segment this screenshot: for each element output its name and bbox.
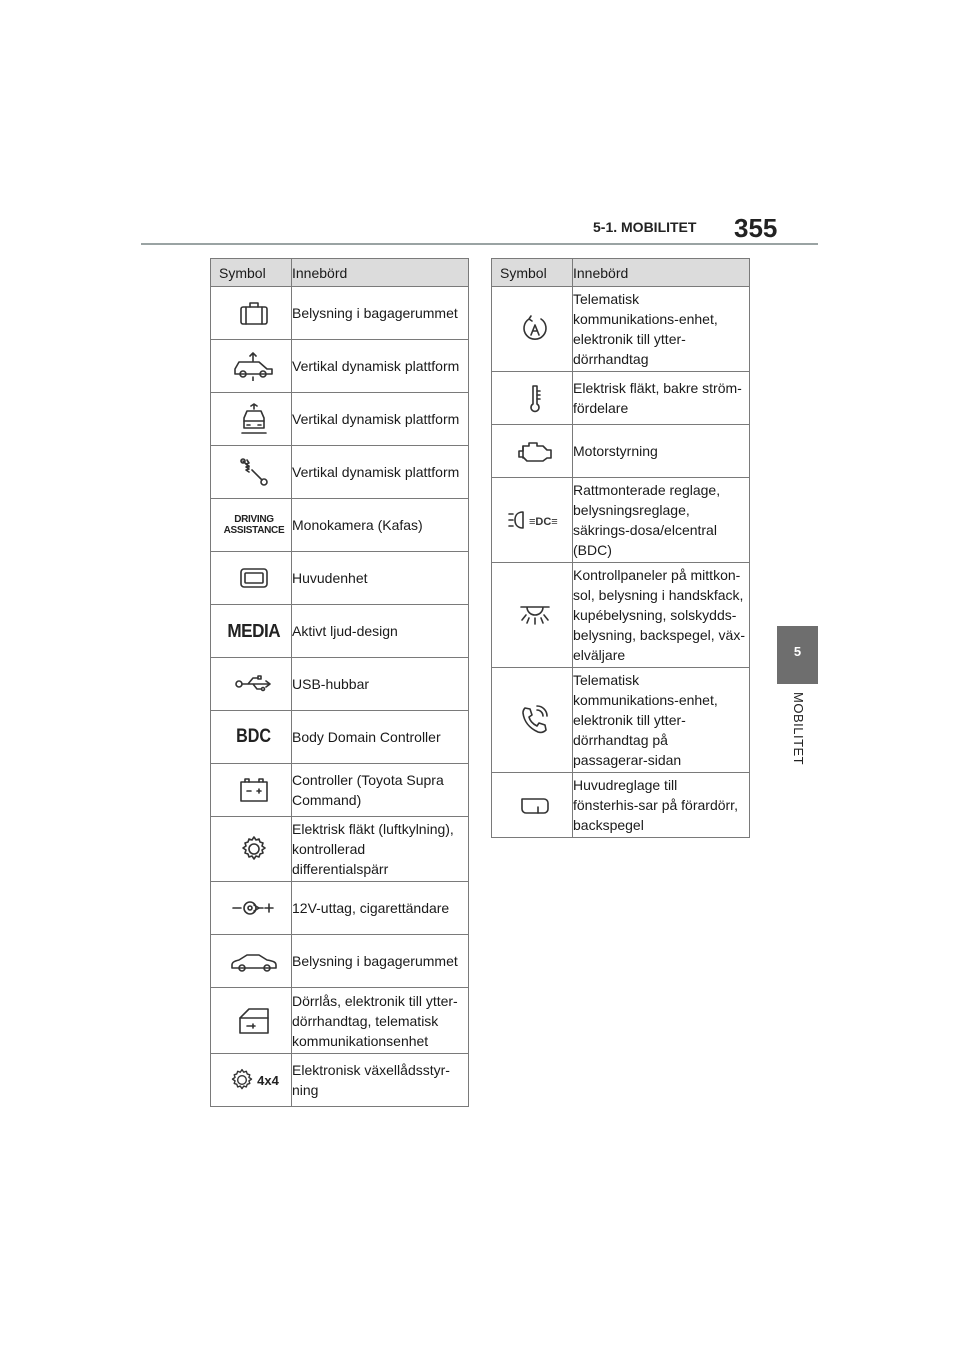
symbol-cell (211, 1054, 292, 1107)
symbol-cell (492, 478, 573, 563)
gear-4x4-label: 4x4 (257, 1072, 279, 1088)
shock-absorber-icon (238, 456, 270, 488)
meaning-cell: Elektronisk växellådsstyr-ning (292, 1054, 469, 1107)
display-unit-icon (238, 566, 270, 590)
header-meaning: Innebörd (292, 259, 469, 287)
table-row (211, 711, 469, 764)
table-row (211, 552, 469, 605)
table-row (492, 563, 750, 668)
header-meaning: Innebörd (573, 259, 750, 287)
auto-start-stop-icon (520, 313, 550, 345)
meaning-cell: Belysning i bagagerummet (292, 287, 469, 340)
car-front-suspension-icon (238, 402, 270, 436)
symbol-cell (211, 287, 292, 340)
symbol-cell (211, 711, 292, 764)
table-row (211, 817, 469, 882)
table-header-row (211, 259, 469, 287)
table-row (492, 425, 750, 478)
symbol-cell (211, 764, 292, 817)
symbol-cell (211, 988, 292, 1054)
symbol-cell (492, 287, 573, 372)
meaning-cell: Aktivt ljud-design (292, 605, 469, 658)
symbol-cell (492, 563, 573, 668)
symbol-cell (211, 882, 292, 935)
power-socket-icon (231, 898, 277, 918)
symbol-cell (211, 658, 292, 711)
symbol-cell (211, 340, 292, 393)
table-row (492, 773, 750, 838)
chapter-label-text: MOBILITET (791, 692, 806, 766)
meaning-cell: Vertikal dynamisk plattform (292, 393, 469, 446)
meaning-cell: Motorstyrning (573, 425, 750, 478)
table-row (211, 658, 469, 711)
table-row (492, 668, 750, 773)
meaning-cell: Telematisk kommunikations-enhet, elektronik till ytter-dörrhandtag på passagerar-sidan (573, 668, 750, 773)
meaning-cell: Elektrisk fläkt, bakre ström-fördelare (573, 372, 750, 425)
meaning-cell: Vertikal dynamisk plattform (292, 340, 469, 393)
header-rule (141, 243, 818, 245)
table-row (211, 605, 469, 658)
symbol-table-right (491, 258, 750, 838)
table-row (211, 988, 469, 1054)
bdc-icon: BDC (236, 726, 272, 747)
table-row (211, 1054, 469, 1107)
luggage-icon (238, 300, 270, 326)
header-symbol: Symbol (492, 259, 573, 287)
table-row (211, 393, 469, 446)
headlight-icon (507, 508, 563, 532)
table-row (211, 764, 469, 817)
meaning-cell: Huvudreglage till fönsterhis-sar på förardörr, backspegel (573, 773, 750, 838)
battery-icon (238, 776, 270, 804)
symbol-cell (492, 372, 573, 425)
meaning-cell: Kontrollpaneler på mittkon-sol, belysning i handskfack, kupébelysning, solskydds-belysning, backspegel, väx-elväljare (573, 563, 750, 668)
symbol-cell (211, 935, 292, 988)
header-symbol: Symbol (211, 259, 292, 287)
media-icon: MEDIA (227, 620, 281, 641)
meaning-cell: Elektrisk fläkt (luftkylning), kontrollerad differentialspärr (292, 817, 469, 882)
symbol-cell (492, 773, 573, 838)
table-row (492, 478, 750, 563)
table-row (211, 935, 469, 988)
table-row (211, 287, 469, 340)
door-icon (237, 1006, 271, 1036)
meaning-cell: Belysning i bagagerummet (292, 935, 469, 988)
engine-icon (515, 438, 555, 464)
symbol-cell (211, 817, 292, 882)
fan-icon (239, 834, 269, 864)
table-row (211, 446, 469, 499)
meaning-cell: Rattmonterade reglage, belysningsreglage, säkrings-dosa/elcentral (BDC) (573, 478, 750, 563)
meaning-cell: Dörrlås, elektronik till ytter-dörrhandtag, telematisk kommunikationsenhet (292, 988, 469, 1054)
table-header-row (492, 259, 750, 287)
table-row (211, 882, 469, 935)
driving-assistance-icon: DRIVING ASSISTANCE (223, 514, 285, 536)
page-number: 355 (734, 213, 778, 243)
meaning-cell: Monokamera (Kafas) (292, 499, 469, 552)
usb-icon (234, 674, 274, 694)
symbol-cell (211, 393, 292, 446)
gear-4x4-icon (229, 1067, 255, 1093)
symbol-cell (211, 446, 292, 499)
suv-height-icon (231, 351, 277, 381)
table-row (211, 499, 469, 552)
meaning-cell: USB-hubbar (292, 658, 469, 711)
section-title: 5-1. MOBILITET (593, 219, 697, 235)
chapter-tab (777, 626, 818, 684)
window-switch-icon (518, 793, 552, 817)
symbol-cell (211, 499, 292, 552)
symbol-cell (492, 668, 573, 773)
meaning-cell: Vertikal dynamisk plattform (292, 446, 469, 499)
meaning-cell: Controller (Toyota Supra Command) (292, 764, 469, 817)
meaning-cell: Body Domain Controller (292, 711, 469, 764)
meaning-cell: Telematisk kommunikations-enhet, elektronik till ytter-dörrhandtag (573, 287, 750, 372)
meaning-cell: Huvudenhet (292, 552, 469, 605)
car-side-icon (229, 948, 279, 974)
symbol-table-left (210, 258, 469, 1107)
table-row (492, 287, 750, 372)
chapter-number: 5 (793, 644, 802, 659)
symbol-cell (211, 552, 292, 605)
svg-text:≡DC≡: ≡DC≡ (529, 516, 558, 528)
symbol-cell (492, 425, 573, 478)
symbol-cell (211, 605, 292, 658)
interior-light-icon (517, 603, 553, 627)
meaning-cell: 12V-uttag, cigarettändare (292, 882, 469, 935)
chapter-label (788, 692, 808, 782)
phone-icon (519, 702, 551, 738)
table-row (211, 340, 469, 393)
thermometer-icon (525, 382, 545, 414)
table-row (492, 372, 750, 425)
